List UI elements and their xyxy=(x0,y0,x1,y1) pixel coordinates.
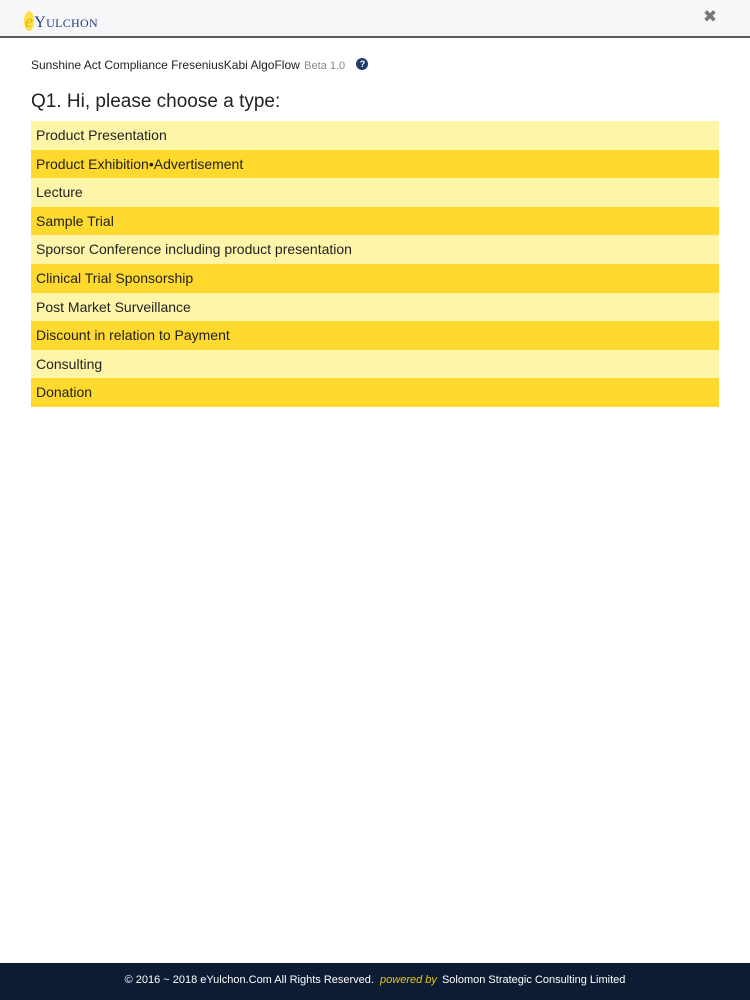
option-donation[interactable]: Donation xyxy=(31,378,719,407)
option-clinical-trial-sponsorship[interactable]: Clinical Trial Sponsorship xyxy=(31,264,719,293)
option-sponsor-conference[interactable]: Sporsor Conference including product presentation xyxy=(31,235,719,264)
logo-e: e xyxy=(25,11,34,31)
option-product-exhibition-advertisement[interactable]: Product Exhibition•Advertisement xyxy=(31,150,719,179)
footer-copyright: © 2016 ~ 2018 eYulchon.Com All Rights Reserved. xyxy=(124,974,374,986)
option-lecture[interactable]: Lecture xyxy=(31,178,719,207)
logo-y: Y xyxy=(34,14,47,31)
question-heading: Q1. Hi, please choose a type: xyxy=(31,91,281,112)
app-title: Sunshine Act Compliance FreseniusKabi AlgoFlow xyxy=(31,58,300,72)
option-product-presentation[interactable]: Product Presentation xyxy=(31,121,719,150)
header-bar xyxy=(0,0,750,38)
app-subtitle xyxy=(31,58,368,72)
option-discount-payment[interactable]: Discount in relation to Payment xyxy=(31,321,719,350)
beta-version: Beta 1.0 xyxy=(304,60,346,72)
help-icon[interactable]: ? xyxy=(356,58,368,70)
type-options-list xyxy=(31,121,719,407)
option-sample-trial[interactable]: Sample Trial xyxy=(31,207,719,236)
close-icon[interactable]: ✖ xyxy=(702,7,718,26)
option-post-market-surveillance[interactable]: Post Market Surveillance xyxy=(31,293,719,322)
option-consulting[interactable]: Consulting xyxy=(31,350,719,379)
eyulchon-logo[interactable] xyxy=(24,11,98,32)
footer-bar xyxy=(0,963,750,1000)
footer-powered-by: powered by xyxy=(380,974,437,986)
footer-company: Solomon Strategic Consulting Limited xyxy=(441,974,626,986)
logo-rest: ULCHON xyxy=(46,16,98,30)
